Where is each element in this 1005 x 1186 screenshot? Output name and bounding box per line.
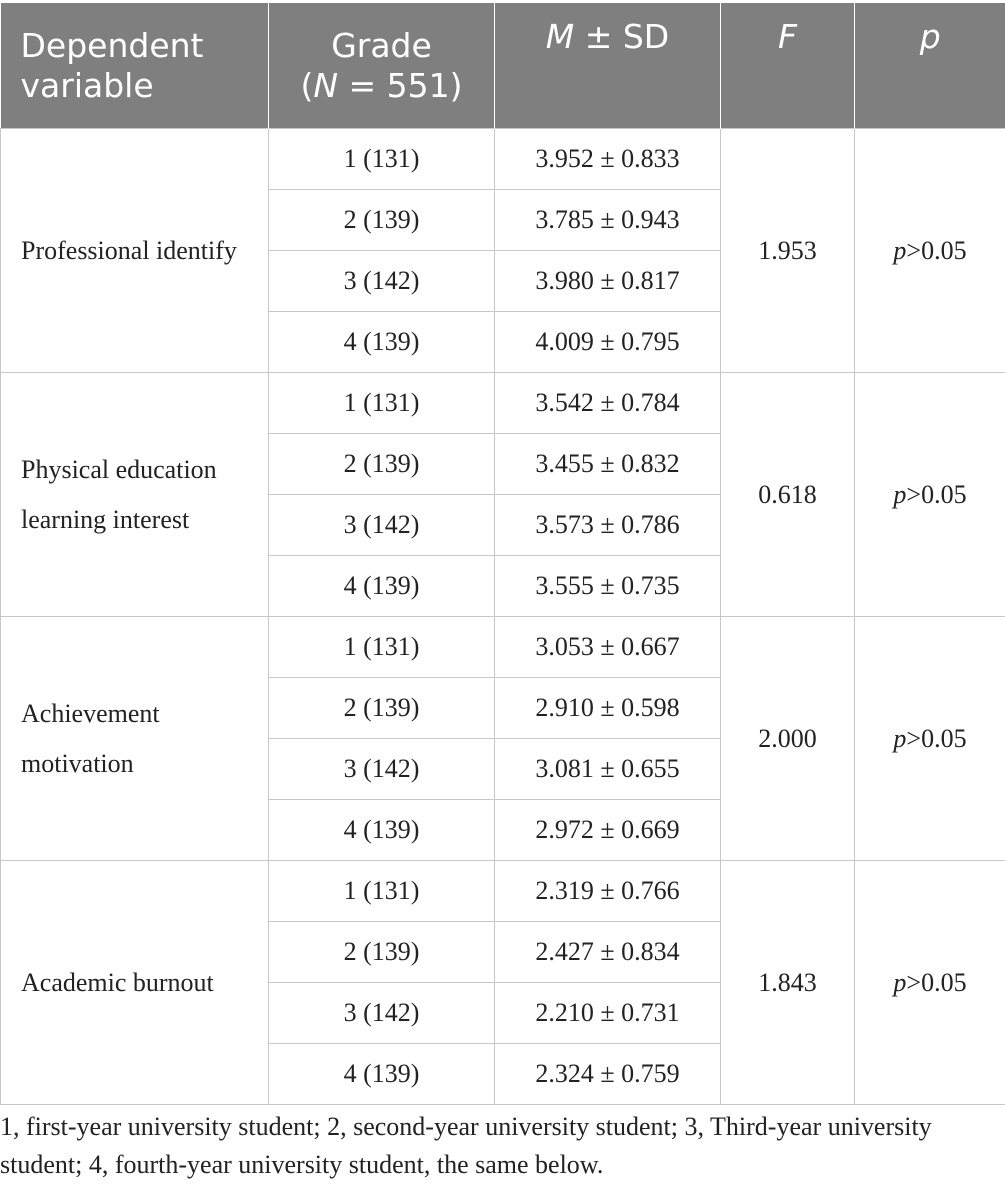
table-footnote: 1, first-year university student; 2, second-year university student; 3, Third-year university student; 4, fourth-year university student, the same below. xyxy=(0,1112,932,1179)
mean-sd-cell: 3.455 ± 0.832 xyxy=(495,434,721,495)
p-symbol: p xyxy=(893,479,907,509)
header-p: p xyxy=(855,3,1005,129)
mean-sd-cell: 3.555 ± 0.735 xyxy=(495,556,721,617)
dependent-variable-label: Academic burnout xyxy=(21,967,214,997)
table-row xyxy=(1,373,1005,434)
table-row xyxy=(1,861,1005,922)
p-threshold: >0.05 xyxy=(906,723,967,753)
p-threshold: >0.05 xyxy=(906,479,967,509)
p-value-cell xyxy=(855,373,1005,617)
f-value-cell: 0.618 xyxy=(721,373,855,617)
p-symbol: p xyxy=(893,967,907,997)
grade-cell: 1 (131) xyxy=(269,373,495,434)
table-row xyxy=(1,617,1005,678)
p-threshold: >0.05 xyxy=(906,235,967,265)
grade-cell: 1 (131) xyxy=(269,617,495,678)
grade-cell: 3 (142) xyxy=(269,251,495,312)
p-value-cell xyxy=(855,129,1005,373)
mean-sd-cell: 3.952 ± 0.833 xyxy=(495,129,721,190)
f-value-cell: 2.000 xyxy=(721,617,855,861)
grade-cell: 4 (139) xyxy=(269,556,495,617)
f-value-cell: 1.843 xyxy=(721,861,855,1105)
mean-sd-cell: 3.053 ± 0.667 xyxy=(495,617,721,678)
dependent-variable-cell xyxy=(1,617,269,861)
grade-cell: 3 (142) xyxy=(269,983,495,1044)
header-row xyxy=(1,3,1005,129)
mean-sd-cell: 2.324 ± 0.759 xyxy=(495,1044,721,1105)
dependent-variable-label: Achievement motivation xyxy=(21,698,160,778)
grade-cell: 4 (139) xyxy=(269,1044,495,1105)
f-value-cell: 1.953 xyxy=(721,129,855,373)
mean-sd-cell: 3.542 ± 0.784 xyxy=(495,373,721,434)
p-symbol: p xyxy=(893,235,907,265)
mean-sd-cell: 3.081 ± 0.655 xyxy=(495,739,721,800)
grade-cell: 1 (131) xyxy=(269,861,495,922)
grade-cell: 2 (139) xyxy=(269,190,495,251)
grade-cell: 2 (139) xyxy=(269,922,495,983)
table-body xyxy=(1,129,1005,1105)
header-dependent-variable: Dependent variable xyxy=(1,3,269,129)
header-grade: Grade (N = 551) xyxy=(269,3,495,129)
p-value-cell xyxy=(855,861,1005,1105)
grade-cell: 3 (142) xyxy=(269,739,495,800)
dependent-variable-label: Professional identify xyxy=(21,235,237,265)
table-row xyxy=(1,129,1005,190)
dependent-variable-cell xyxy=(1,129,269,373)
grade-cell: 1 (131) xyxy=(269,129,495,190)
p-symbol: p xyxy=(893,723,907,753)
mean-sd-cell: 2.972 ± 0.669 xyxy=(495,800,721,861)
dependent-variable-cell xyxy=(1,373,269,617)
mean-sd-cell: 2.427 ± 0.834 xyxy=(495,922,721,983)
grade-cell: 4 (139) xyxy=(269,312,495,373)
grade-cell: 3 (142) xyxy=(269,495,495,556)
mean-sd-cell: 2.319 ± 0.766 xyxy=(495,861,721,922)
header-f: F xyxy=(721,3,855,129)
grade-cell: 4 (139) xyxy=(269,800,495,861)
grade-comparison-table xyxy=(0,3,1005,1105)
mean-sd-cell: 3.573 ± 0.786 xyxy=(495,495,721,556)
mean-sd-cell: 2.210 ± 0.731 xyxy=(495,983,721,1044)
dependent-variable-label: Physical education learning interest xyxy=(21,454,217,534)
mean-sd-cell: 3.785 ± 0.943 xyxy=(495,190,721,251)
p-threshold: >0.05 xyxy=(906,967,967,997)
grade-cell: 2 (139) xyxy=(269,434,495,495)
header-mean-sd: M ± SD xyxy=(495,3,721,129)
mean-sd-cell: 2.910 ± 0.598 xyxy=(495,678,721,739)
grade-cell: 2 (139) xyxy=(269,678,495,739)
p-value-cell xyxy=(855,617,1005,861)
mean-sd-cell: 4.009 ± 0.795 xyxy=(495,312,721,373)
dependent-variable-cell xyxy=(1,861,269,1105)
mean-sd-cell: 3.980 ± 0.817 xyxy=(495,251,721,312)
